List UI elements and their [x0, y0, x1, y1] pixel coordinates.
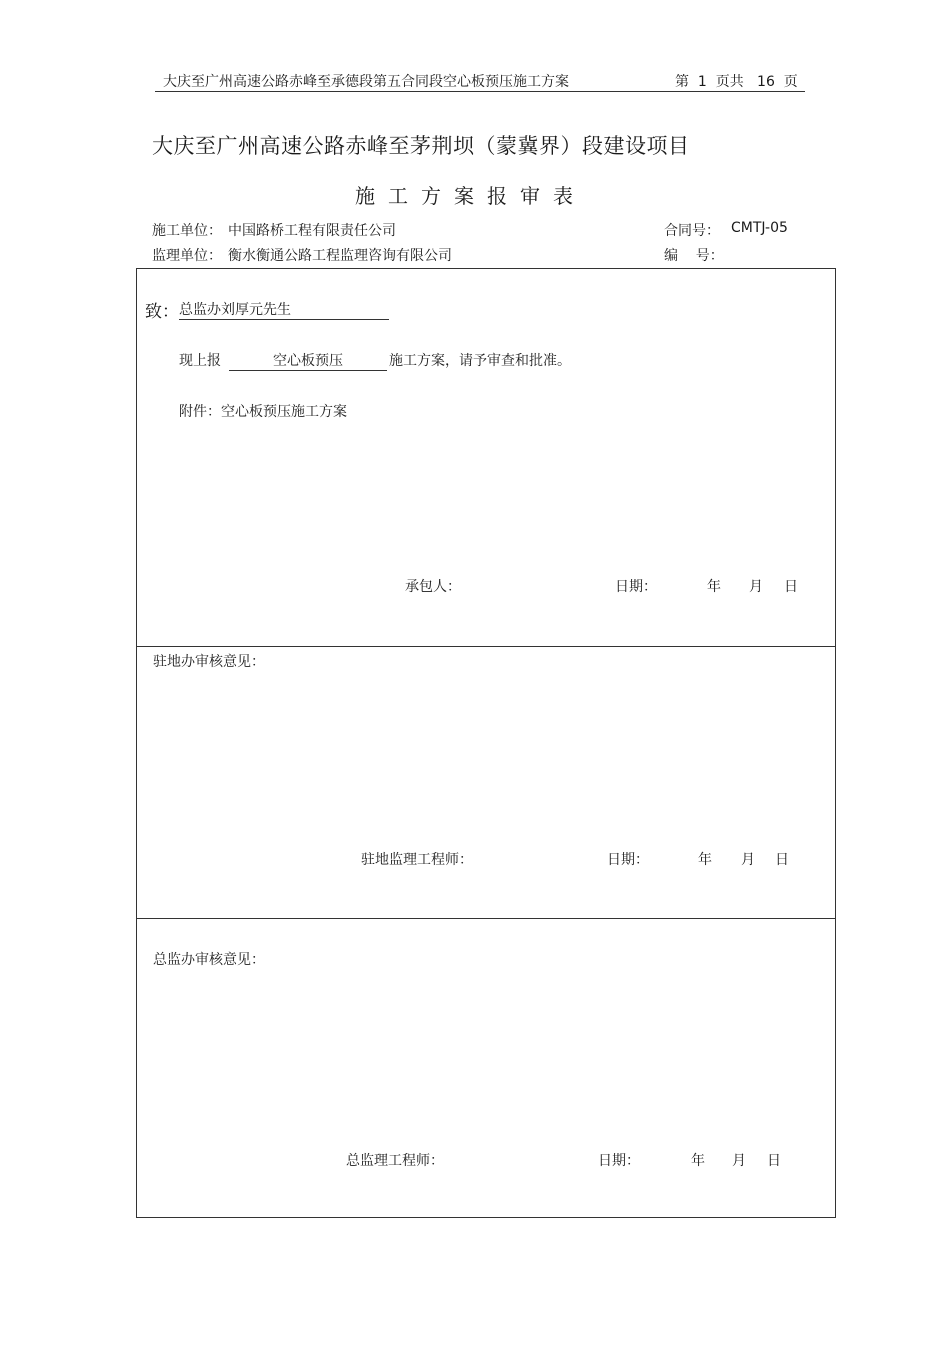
resident-engineer-label: 驻地监理工程师： [361, 852, 473, 868]
submit-suffix: 施工方案，请予审查和批准。 [389, 353, 571, 369]
attachment-line: 附件：空心板预压施工方案 [179, 404, 347, 420]
contractor-value: 中国路桥工程有限责任公司 [228, 223, 396, 239]
contractor-date-label: 日期： [615, 579, 657, 595]
serial-label: 编 号： [664, 248, 724, 264]
resident-review-heading: 驻地办审核意见： [153, 654, 265, 670]
submit-item: 空心板预压 [229, 350, 387, 371]
contractor-label: 施工单位： [152, 223, 222, 239]
contract-no-label: 合同号： [664, 223, 720, 239]
contractor-date-year: 年 [707, 579, 721, 595]
contractor-date-month: 月 [749, 579, 763, 595]
to-label: 致： [145, 302, 179, 322]
contract-no-value: CMTJ-05 [731, 220, 788, 236]
review-form [136, 268, 836, 1218]
section-divider-2 [137, 918, 835, 919]
chief-date-month: 月 [732, 1153, 746, 1169]
contractor-sign-label: 承包人： [405, 579, 461, 595]
chief-date-day: 日 [767, 1153, 781, 1169]
header-doc-title: 大庆至广州高速公路赤峰至承德段第五合同段空心板预压施工方案 [163, 74, 569, 90]
submit-prefix: 现上报 [179, 353, 221, 369]
supervisor-value: 衡水衡通公路工程监理咨询有限公司 [228, 248, 452, 264]
resident-date-month: 月 [741, 852, 755, 868]
project-title: 大庆至广州高速公路赤峰至茅荆坝（蒙冀界）段建设项目 [152, 134, 690, 158]
chief-date-label: 日期： [598, 1153, 640, 1169]
resident-date-label: 日期： [607, 852, 649, 868]
header-divider [155, 91, 805, 92]
to-value: 总监办刘厚元先生 [179, 299, 389, 320]
form-title: 施工方案报审表 [355, 184, 586, 208]
chief-engineer-label: 总监理工程师： [346, 1153, 444, 1169]
chief-review-heading: 总监办审核意见： [153, 952, 265, 968]
section-divider-1 [137, 646, 835, 647]
resident-date-day: 日 [775, 852, 789, 868]
supervisor-label: 监理单位： [152, 248, 222, 264]
header-page-info: 第 1 页共 16 页 [675, 74, 798, 90]
resident-date-year: 年 [698, 852, 712, 868]
contractor-date-day: 日 [784, 579, 798, 595]
chief-date-year: 年 [691, 1153, 705, 1169]
